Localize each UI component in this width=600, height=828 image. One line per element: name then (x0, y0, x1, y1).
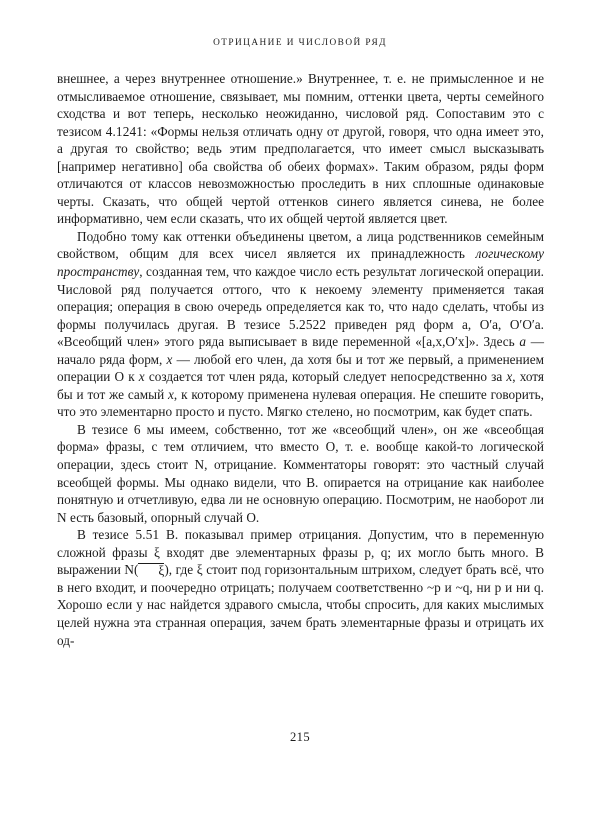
thesis-reference: 4.1241 (105, 123, 144, 139)
paragraph-4: В тезисе 5.51 В. показывал пример отрицания. Допустим, что в переменную сложной фразы ξ входят две элементарных фразы p, q; их могло быть много. В выражении N( ξ), где ξ стоит под горизонтальным штрихом, следует брать всё, что в него входит, и поочередно отрицать; получаем соответственно ~p и ~q, ни p и ни q. Хорошо если у нас найдется здравого смысла, чтобы спросить, для каких мыслимых целей нужна эта странная операция, зачем брать элементарные фразы и отрицать их од- (57, 527, 544, 648)
thesis-reference: 5.2522 (288, 316, 327, 332)
paragraph-3: В тезисе 6 мы имеем, собственно, тот же «всеобщий член», он же «всеобщая форма» фразы, с тем отличием, что вместо О, т. е. вообще какой-то логической операции, здесь стоит N, отрицание. Комментаторы говорят: это частный случай всеобщей формы. Мы однако видели, что В. опирается на отрицание как наиболее понятную и отчетливую, едва ли не основную операцию. Посмотрим, не наоборот ли N есть базовый, опорный случай О. (57, 421, 544, 525)
page-number: 215 (289, 730, 311, 744)
italic-variable-a: a (519, 334, 527, 350)
thesis-reference: 5.51 (135, 527, 160, 543)
paragraph-1: внешнее, а через внутреннее отношение.» Внутреннее, т. е. не примысленное и не отмысливаемое отношение, связывает, мы помним, оттенки цвета, черты семейного сходства и вот теперь, несколько неожиданно, числовой ряд. Сопоставим это с тезисом 4.1241: «Формы нельзя отличать одну от другой, говоря, что одна имеет это, а другая то свойство; ведь этим предполагается, что имеет смысл высказывать [например негативно] оба свойства об обеих формах». Таким образом, ряды форм отличаются от классов невозможностью проследить в них сплошные одинаковые черты. Сказать, что общей чертой оттенков синего является синева, не более информативно, чем если сказать, что их общей чертой является цвет. (57, 71, 544, 227)
overline-xi: ξ (138, 563, 164, 577)
italic-phrase-logical-space: логическому пространству (57, 246, 544, 280)
running-head: ОТРИЦАНИЕ И ЧИСЛОВОЙ РЯД (213, 38, 387, 48)
thesis-reference: 6 (133, 421, 141, 437)
italic-variable-x: x (138, 369, 145, 385)
italic-variable-x: x (506, 369, 513, 385)
italic-variable-x: x (168, 386, 174, 402)
italic-variable-x: x (166, 351, 173, 367)
text-column (57, 70, 544, 649)
paragraph-2: Подобно тому как оттенки объединены цветом, а лица родственников семейным свойством, общим для всех чисел является их принадлежность логическому пространству, созданная тем, что каждое число есть результат логической операции. Числовой ряд получается оттого, что к некоему элементу применяется такая операция; операция в свою очередь определяется как то, что надо сделать, чтобы из формы получилась другая. В тезисе 5.2522 приведен ряд форм a, O′a, O′O′a. «Всеобщий член» этого ряда выписывает в виде переменной «[a,x,O′x]». Здесь a — начало ряда форм, x — любой его член, да хотя бы и тот же первый, а применением операции О к x создается тот член ряда, который следует непосредственно за x, хотя бы и тот же самый x, к которому применена нулевая операция. Не спешите говорить, что это элементарно просто и пусто. Мягко стелено, но посмотрим, как будет спать. (57, 228, 544, 420)
